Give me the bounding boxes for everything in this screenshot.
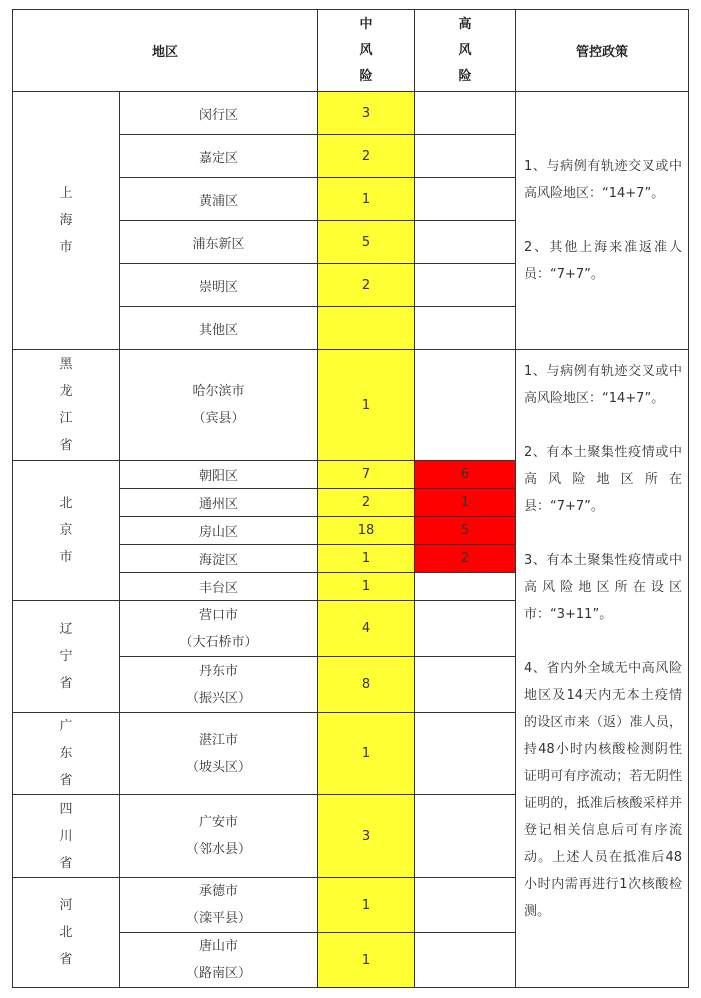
district-cell: 房山区 <box>120 517 318 545</box>
district-cell: 崇明区 <box>120 264 318 307</box>
district-cell: 黄浦区 <box>120 178 318 221</box>
header-high-risk: 高 风 险 <box>415 10 516 92</box>
district-cell: 唐山市 （路南区） <box>120 933 318 988</box>
district-cell: 嘉定区 <box>120 135 318 178</box>
medium-risk-count: 18 <box>318 517 415 545</box>
district-cell: 通州区 <box>120 489 318 517</box>
high-risk-count <box>415 135 516 178</box>
district-cell: 丹东市 （振兴区） <box>120 657 318 713</box>
high-risk-count <box>415 178 516 221</box>
province-cell-liaoning: 辽 宁 省 <box>13 601 120 713</box>
header-policy: 管控政策 <box>516 10 689 92</box>
high-risk-count <box>415 573 516 601</box>
medium-risk-count: 8 <box>318 657 415 713</box>
medium-risk-count: 4 <box>318 601 415 657</box>
high-risk-count <box>415 350 516 461</box>
high-risk-count <box>415 264 516 307</box>
high-risk-count <box>415 657 516 713</box>
high-risk-count <box>415 713 516 795</box>
medium-risk-count: 1 <box>318 878 415 933</box>
high-risk-count <box>415 92 516 135</box>
policy-item: 1、与病例有轨迹交叉或中高风险地区：“14+7”。 <box>524 159 683 201</box>
high-risk-count: 2 <box>415 545 516 573</box>
high-risk-count <box>415 307 516 350</box>
district-cell: 闵行区 <box>120 92 318 135</box>
table-row <box>13 92 689 135</box>
policy-cell-others <box>516 350 689 988</box>
medium-risk-count: 1 <box>318 573 415 601</box>
province-cell-guangdong: 广 东 省 <box>13 713 120 795</box>
policy-cell-shanghai <box>516 92 689 350</box>
province-cell-beijing: 北 京 市 <box>13 461 120 601</box>
table-row <box>13 350 689 461</box>
district-cell: 丰台区 <box>120 573 318 601</box>
medium-risk-count: 1 <box>318 178 415 221</box>
medium-risk-count: 1 <box>318 713 415 795</box>
province-cell-shanghai: 上 海 市 <box>13 92 120 350</box>
medium-risk-count: 1 <box>318 350 415 461</box>
header-medium-risk: 中 风 险 <box>318 10 415 92</box>
district-cell: 广安市 （邻水县） <box>120 795 318 878</box>
province-cell-heilongjiang: 黑 龙 江 省 <box>13 350 120 461</box>
medium-risk-count: 7 <box>318 461 415 489</box>
header-region: 地区 <box>13 10 318 92</box>
medium-risk-count <box>318 307 415 350</box>
policy-item: 1、与病例有轨迹交叉或中高风险地区：“14+7”。 <box>524 364 683 406</box>
district-cell: 承德市 （滦平县） <box>120 878 318 933</box>
high-risk-count <box>415 221 516 264</box>
medium-risk-count: 5 <box>318 221 415 264</box>
risk-policy-table <box>12 9 689 988</box>
policy-item: 4、省内外全域无中高风险地区及14天内无本土疫情的设区市来（返）准人员，持48小时内核酸检测阴性证明可有序流动；若无阴性证明的，抵准后核酸采样并登记相关信息后可有序流动。上述人员在抵准后48小时内需再进行1次核酸检测。 <box>524 661 683 919</box>
high-risk-count <box>415 933 516 988</box>
medium-risk-count: 1 <box>318 545 415 573</box>
district-cell: 其他区 <box>120 307 318 350</box>
high-risk-count <box>415 601 516 657</box>
district-cell: 湛江市 （坡头区） <box>120 713 318 795</box>
district-cell: 营口市 （大石桥市） <box>120 601 318 657</box>
high-risk-count: 6 <box>415 461 516 489</box>
province-cell-hebei: 河 北 省 <box>13 878 120 988</box>
policy-item: 3、有本土聚集性疫情或中高风险地区所在设区市：“3+11”。 <box>524 553 683 622</box>
medium-risk-count: 2 <box>318 135 415 178</box>
header-row <box>13 10 689 92</box>
policy-item: 2、其他上海来准返准人员：“7+7”。 <box>524 240 683 282</box>
province-cell-sichuan: 四 川 省 <box>13 795 120 878</box>
high-risk-count: 5 <box>415 517 516 545</box>
district-cell: 浦东新区 <box>120 221 318 264</box>
medium-risk-count: 3 <box>318 795 415 878</box>
medium-risk-count: 2 <box>318 264 415 307</box>
high-risk-count: 1 <box>415 489 516 517</box>
district-cell: 海淀区 <box>120 545 318 573</box>
high-risk-count <box>415 795 516 878</box>
district-cell: 哈尔滨市 （宾县） <box>120 350 318 461</box>
medium-risk-count: 3 <box>318 92 415 135</box>
high-risk-count <box>415 878 516 933</box>
district-cell: 朝阳区 <box>120 461 318 489</box>
policy-item: 2、有本土聚集性疫情或中高风险地区所在县：“7+7”。 <box>524 445 683 514</box>
medium-risk-count: 1 <box>318 933 415 988</box>
medium-risk-count: 2 <box>318 489 415 517</box>
